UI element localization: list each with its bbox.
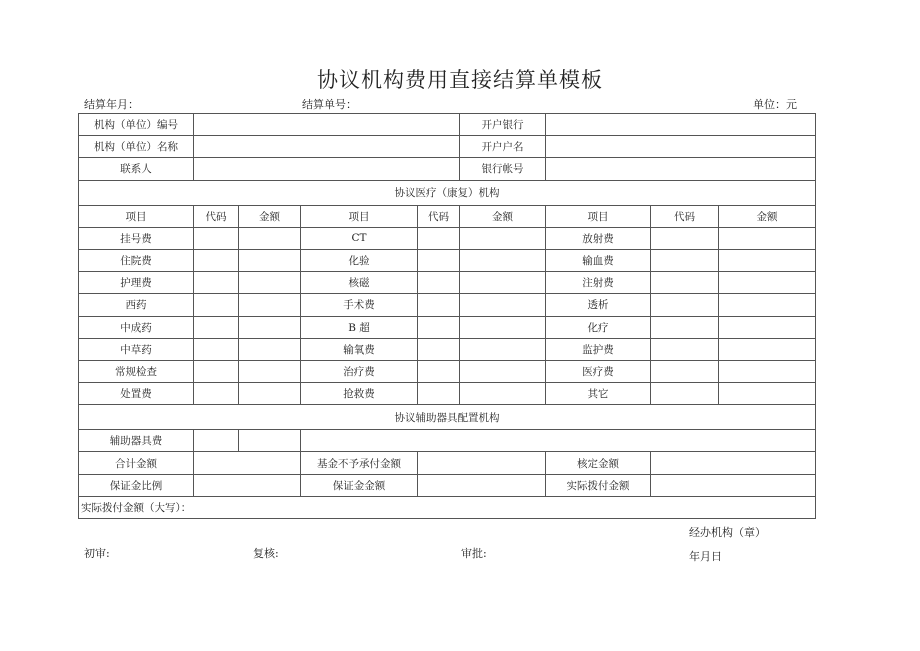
item-code-field[interactable] — [418, 360, 460, 382]
item-amount-field[interactable] — [239, 294, 301, 316]
deposit-ratio-field[interactable] — [194, 474, 301, 496]
info-row — [79, 158, 816, 180]
item-name: 中成药 — [79, 316, 194, 338]
aids-fee-row — [79, 430, 816, 452]
aids-fee-blank — [301, 430, 816, 452]
org-name-field[interactable] — [194, 136, 460, 158]
item-name: 其它 — [546, 383, 651, 405]
item-name: 挂号费 — [79, 227, 194, 249]
item-amount-field[interactable] — [239, 249, 301, 271]
item-amount-field[interactable] — [239, 272, 301, 294]
org-code-label: 机构（单位）编号 — [79, 114, 194, 136]
item-code-field[interactable] — [651, 316, 719, 338]
item-amount-field[interactable] — [719, 294, 816, 316]
contact-label: 联系人 — [79, 158, 194, 180]
actual-paid-field[interactable] — [651, 474, 816, 496]
item-code-field[interactable] — [194, 294, 239, 316]
deposit-ratio-label: 保证金比例 — [79, 474, 194, 496]
item-amount-field[interactable] — [719, 249, 816, 271]
totals-row — [79, 452, 816, 474]
item-row — [79, 272, 816, 294]
item-code-field[interactable] — [194, 338, 239, 360]
aids-section-header: 协议辅助器具配置机构 — [79, 405, 816, 430]
item-amount-field[interactable] — [460, 383, 546, 405]
item-name: 化验 — [301, 249, 418, 271]
approved-amount-label: 核定金额 — [546, 452, 651, 474]
item-row — [79, 249, 816, 271]
item-row — [79, 360, 816, 382]
item-code-field[interactable] — [418, 316, 460, 338]
item-code-field[interactable] — [651, 338, 719, 360]
column-item-header: 项目 — [301, 205, 418, 227]
item-name: B 超 — [301, 316, 418, 338]
section-row — [79, 405, 816, 430]
bank-field[interactable] — [546, 114, 816, 136]
settle-number-label: 结算单号： — [302, 98, 357, 111]
item-row — [79, 338, 816, 360]
item-amount-field[interactable] — [239, 227, 301, 249]
medical-section-header: 协议医疗（康复）机构 — [79, 180, 816, 205]
item-name: 常规检查 — [79, 360, 194, 382]
account-name-field[interactable] — [546, 136, 816, 158]
item-code-field[interactable] — [651, 272, 719, 294]
column-code-header: 代码 — [194, 205, 239, 227]
item-name: 抢救费 — [301, 383, 418, 405]
contact-field[interactable] — [194, 158, 460, 180]
deposit-amount-label: 保证金金额 — [301, 474, 418, 496]
totals-row — [79, 474, 816, 496]
item-name: CT — [301, 227, 418, 249]
agency-seal-label: 经办机构（章） — [689, 526, 766, 539]
total-amount-label: 合计金额 — [79, 452, 194, 474]
actual-paid-label: 实际拨付金额 — [546, 474, 651, 496]
item-amount-field[interactable] — [239, 360, 301, 382]
item-name: 处置费 — [79, 383, 194, 405]
actual-paid-upper-label: 实际拨付金额（大写）： — [79, 496, 816, 518]
item-amount-field[interactable] — [239, 338, 301, 360]
item-code-field[interactable] — [194, 360, 239, 382]
total-amount-field[interactable] — [194, 452, 301, 474]
approved-amount-field[interactable] — [651, 452, 816, 474]
item-code-field[interactable] — [418, 249, 460, 271]
item-code-field[interactable] — [418, 338, 460, 360]
item-name: 护理费 — [79, 272, 194, 294]
org-code-field[interactable] — [194, 114, 460, 136]
section-row — [79, 180, 816, 205]
item-amount-field[interactable] — [719, 338, 816, 360]
recheck-label: 复核: — [253, 547, 279, 560]
info-row — [79, 114, 816, 136]
item-amount-field[interactable] — [460, 227, 546, 249]
item-name: 化疗 — [546, 316, 651, 338]
first-review-label: 初审: — [84, 547, 110, 560]
item-code-field[interactable] — [418, 272, 460, 294]
item-code-field[interactable] — [651, 227, 719, 249]
column-amount-header: 金额 — [239, 205, 301, 227]
aids-fee-amount-field[interactable] — [239, 430, 301, 452]
info-row — [79, 136, 816, 158]
item-code-field[interactable] — [418, 294, 460, 316]
column-amount-header: 金额 — [719, 205, 816, 227]
item-code-field[interactable] — [194, 272, 239, 294]
account-name-label: 开户户名 — [460, 136, 546, 158]
item-amount-field[interactable] — [460, 316, 546, 338]
item-amount-field[interactable] — [239, 316, 301, 338]
item-name: 放射费 — [546, 227, 651, 249]
org-name-label: 机构（单位）名称 — [79, 136, 194, 158]
item-row — [79, 294, 816, 316]
item-row — [79, 227, 816, 249]
item-name: 中草药 — [79, 338, 194, 360]
item-name: 监护费 — [546, 338, 651, 360]
aids-fee-code-field[interactable] — [194, 430, 239, 452]
unit-label: 单位：元 — [753, 98, 797, 111]
item-code-field[interactable] — [194, 316, 239, 338]
column-header-row — [79, 205, 816, 227]
item-name: 治疗费 — [301, 360, 418, 382]
item-code-field[interactable] — [651, 294, 719, 316]
item-name: 手术费 — [301, 294, 418, 316]
fund-not-borne-label: 基金不予承付金额 — [301, 452, 418, 474]
actual-paid-upper-row — [79, 496, 816, 518]
item-amount-field[interactable] — [719, 316, 816, 338]
item-amount-field[interactable] — [719, 360, 816, 382]
account-no-label: 银行帐号 — [460, 158, 546, 180]
item-code-field[interactable] — [194, 383, 239, 405]
item-name: 透析 — [546, 294, 651, 316]
item-amount-field[interactable] — [719, 383, 816, 405]
fund-not-borne-field[interactable] — [418, 452, 546, 474]
item-name: 注射费 — [546, 272, 651, 294]
item-code-field[interactable] — [194, 227, 239, 249]
settlement-form-table — [78, 113, 816, 519]
date-label: 年月日 — [689, 550, 722, 563]
column-code-header: 代码 — [418, 205, 460, 227]
account-no-field[interactable] — [546, 158, 816, 180]
item-name: 核磁 — [301, 272, 418, 294]
item-name: 输氧费 — [301, 338, 418, 360]
item-row — [79, 383, 816, 405]
item-code-field[interactable] — [194, 249, 239, 271]
approval-label: 审批: — [461, 547, 487, 560]
settle-month-label: 结算年月： — [84, 98, 139, 111]
item-row — [79, 316, 816, 338]
deposit-amount-field[interactable] — [418, 474, 546, 496]
item-amount-field[interactable] — [460, 294, 546, 316]
item-amount-field[interactable] — [719, 227, 816, 249]
item-code-field[interactable] — [651, 360, 719, 382]
bank-label: 开户银行 — [460, 114, 546, 136]
item-name: 输血费 — [546, 249, 651, 271]
item-amount-field[interactable] — [460, 272, 546, 294]
item-code-field[interactable] — [651, 249, 719, 271]
item-amount-field[interactable] — [239, 383, 301, 405]
item-amount-field[interactable] — [460, 249, 546, 271]
item-name: 西药 — [79, 294, 194, 316]
aids-fee-label: 辅助器具费 — [79, 430, 194, 452]
item-code-field[interactable] — [651, 383, 719, 405]
item-name: 住院费 — [79, 249, 194, 271]
column-amount-header: 金额 — [460, 205, 546, 227]
item-code-field[interactable] — [418, 383, 460, 405]
column-code-header: 代码 — [651, 205, 719, 227]
item-amount-field[interactable] — [719, 272, 816, 294]
item-amount-field[interactable] — [460, 338, 546, 360]
document-title: 协议机构费用直接结算单模板 — [317, 68, 603, 92]
item-amount-field[interactable] — [460, 360, 546, 382]
column-item-header: 项目 — [546, 205, 651, 227]
item-code-field[interactable] — [418, 227, 460, 249]
column-item-header: 项目 — [79, 205, 194, 227]
item-name: 医疗费 — [546, 360, 651, 382]
